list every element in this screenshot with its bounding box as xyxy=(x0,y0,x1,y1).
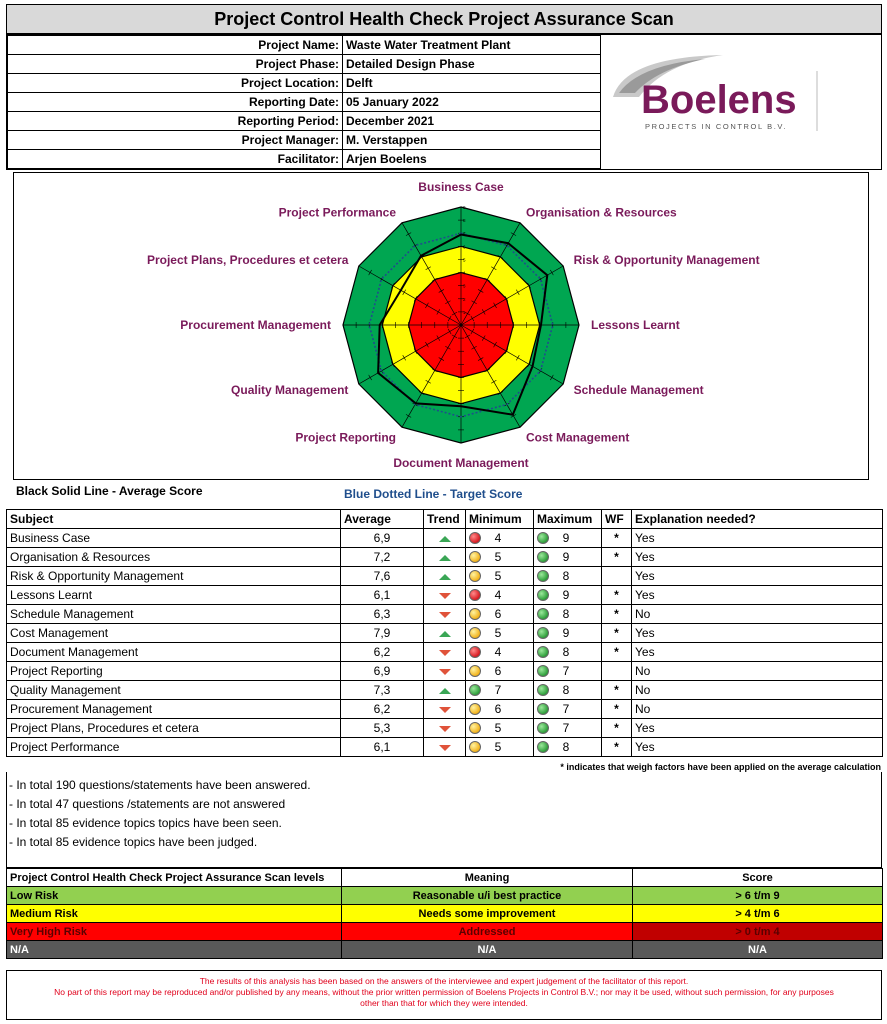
table-row xyxy=(7,719,883,738)
subject-cell: Project Plans, Procedures et cetera xyxy=(7,719,341,738)
radar-scale-label: 6 xyxy=(463,244,466,250)
logo-wordmark: Boelens xyxy=(641,78,797,122)
score-table xyxy=(6,509,883,757)
minimum-value: 6 xyxy=(494,607,502,622)
radar-axis-label: Project Reporting xyxy=(295,430,396,445)
explanation-cell: Yes xyxy=(632,529,883,548)
wf-cell: * xyxy=(602,738,632,757)
radar-axis-label: Project Plans, Procedures et cetera xyxy=(146,253,349,267)
minimum-cell xyxy=(466,700,534,719)
trend-cell xyxy=(424,605,466,624)
trend-up-icon xyxy=(439,536,451,542)
radar-axis-label: Quality Management xyxy=(231,383,349,397)
subject-cell: Business Case xyxy=(7,529,341,548)
legend-target: Blue Dotted Line - Target Score xyxy=(344,487,523,501)
average-cell: 7,9 xyxy=(341,624,424,643)
trend-cell xyxy=(424,586,466,605)
table-row xyxy=(7,624,883,643)
logo-tagline: PROJECTS IN CONTROL B.V. xyxy=(645,122,788,131)
status-green-icon xyxy=(469,684,481,696)
average-cell: 5,3 xyxy=(341,719,424,738)
status-green-icon xyxy=(537,532,549,544)
risk-level-row xyxy=(7,941,883,959)
average-cell: 6,2 xyxy=(341,700,424,719)
risk-level-score: > 4 t/m 6 xyxy=(633,905,883,923)
radar-chart-panel xyxy=(13,172,869,480)
maximum-cell xyxy=(534,681,602,700)
table-row xyxy=(7,605,883,624)
status-yellow-icon xyxy=(469,665,481,677)
table-row xyxy=(7,586,883,605)
project-info-row xyxy=(8,112,601,131)
risk-level-meaning: Addressed xyxy=(342,923,633,941)
average-cell: 6,3 xyxy=(341,605,424,624)
wf-cell: * xyxy=(602,605,632,624)
maximum-cell xyxy=(534,643,602,662)
radar-axis-label: Cost Management xyxy=(526,430,630,445)
footer-line-2: No part of this report may be reproduced and/or published by any means, without the prior written permission of Boelens Projects in Control B.V.; nor may it be used, without such permission, for any purposes xyxy=(54,987,834,997)
weigh-factor-note: * indicates that weigh factors have been applied on the average calculation xyxy=(560,762,881,772)
subject-cell: Document Management xyxy=(7,643,341,662)
minimum-value: 5 xyxy=(494,569,502,584)
maximum-value: 7 xyxy=(562,664,570,679)
report-title: Project Control Health Check Project Assurance Scan xyxy=(6,4,882,34)
status-yellow-icon xyxy=(469,741,481,753)
levels-column-header: Meaning xyxy=(342,869,633,887)
maximum-value: 9 xyxy=(562,531,570,546)
project-info-section xyxy=(6,34,882,170)
column-header: Average xyxy=(341,510,424,529)
trend-down-icon xyxy=(439,612,451,618)
trend-cell xyxy=(424,567,466,586)
table-row xyxy=(7,643,883,662)
explanation-cell: Yes xyxy=(632,586,883,605)
trend-up-icon xyxy=(439,555,451,561)
minimum-value: 5 xyxy=(494,721,502,736)
trend-cell xyxy=(424,719,466,738)
maximum-cell xyxy=(534,624,602,643)
trend-down-icon xyxy=(439,593,451,599)
minimum-value: 5 xyxy=(494,626,502,641)
wf-cell: * xyxy=(602,529,632,548)
footer-line-3: other than that for which they were intended. xyxy=(360,998,528,1008)
note-line: - In total 85 evidence topics topics have been seen. xyxy=(9,816,282,830)
table-row xyxy=(7,662,883,681)
radar-axis-label: Business Case xyxy=(418,180,504,194)
minimum-value: 4 xyxy=(494,645,502,660)
maximum-cell xyxy=(534,700,602,719)
radar-scale-label: 4 xyxy=(463,270,466,276)
explanation-cell: No xyxy=(632,681,883,700)
minimum-value: 5 xyxy=(494,550,502,565)
radar-scale-label: 3 xyxy=(463,283,466,289)
project-info-value: M. Verstappen xyxy=(343,131,601,150)
trend-cell xyxy=(424,548,466,567)
status-green-icon xyxy=(537,627,549,639)
project-info-value: Delft xyxy=(343,74,601,93)
trend-down-icon xyxy=(439,650,451,656)
project-info-table xyxy=(7,35,601,169)
status-green-icon xyxy=(537,722,549,734)
maximum-value: 7 xyxy=(562,702,570,717)
project-info-label: Project Name: xyxy=(8,36,343,55)
minimum-cell xyxy=(466,681,534,700)
radar-scale-label: 2 xyxy=(463,296,466,302)
project-info-label: Project Phase: xyxy=(8,55,343,74)
wf-cell: * xyxy=(602,700,632,719)
status-green-icon xyxy=(537,570,549,582)
column-header: Explanation needed? xyxy=(632,510,883,529)
maximum-value: 8 xyxy=(562,569,570,584)
wf-cell xyxy=(602,662,632,681)
status-green-icon xyxy=(537,703,549,715)
levels-column-header: Score xyxy=(633,869,883,887)
column-header: Subject xyxy=(7,510,341,529)
explanation-cell: Yes xyxy=(632,624,883,643)
risk-level-label: Very High Risk xyxy=(7,923,342,941)
trend-down-icon xyxy=(439,669,451,675)
wf-cell: * xyxy=(602,681,632,700)
radar-axis-label: Procurement Management xyxy=(180,318,331,332)
status-green-icon xyxy=(537,741,549,753)
risk-level-score: > 0 t/m 4 xyxy=(633,923,883,941)
subject-cell: Lessons Learnt xyxy=(7,586,341,605)
column-header: Maximum xyxy=(534,510,602,529)
project-info-row xyxy=(8,150,601,169)
note-line: - In total 190 questions/statements have been answered. xyxy=(9,778,311,792)
minimum-cell xyxy=(466,567,534,586)
average-cell: 7,3 xyxy=(341,681,424,700)
maximum-cell xyxy=(534,738,602,757)
explanation-cell: Yes xyxy=(632,719,883,738)
note-line: - In total 47 questions /statements are not answered xyxy=(9,797,286,811)
subject-cell: Cost Management xyxy=(7,624,341,643)
project-info-label: Reporting Date: xyxy=(8,93,343,112)
risk-level-row xyxy=(7,887,883,905)
legend-average: Black Solid Line - Average Score xyxy=(16,484,203,498)
maximum-cell xyxy=(534,605,602,624)
project-info-value: Waste Water Treatment Plant xyxy=(343,36,601,55)
subject-cell: Risk & Opportunity Management xyxy=(7,567,341,586)
status-red-icon xyxy=(469,646,481,658)
trend-down-icon xyxy=(439,707,451,713)
project-info-row xyxy=(8,93,601,112)
risk-levels-table xyxy=(6,868,883,959)
status-green-icon xyxy=(537,589,549,601)
maximum-value: 9 xyxy=(562,626,570,641)
trend-up-icon xyxy=(439,631,451,637)
risk-level-meaning: N/A xyxy=(342,941,633,959)
maximum-cell xyxy=(534,719,602,738)
maximum-value: 9 xyxy=(562,588,570,603)
explanation-cell: No xyxy=(632,605,883,624)
column-header: Trend xyxy=(424,510,466,529)
risk-level-row xyxy=(7,923,883,941)
wf-cell: * xyxy=(602,548,632,567)
wf-cell: * xyxy=(602,643,632,662)
average-cell: 6,1 xyxy=(341,738,424,757)
project-info-label: Project Location: xyxy=(8,74,343,93)
levels-header-row xyxy=(7,869,883,887)
trend-down-icon xyxy=(439,745,451,751)
maximum-cell xyxy=(534,529,602,548)
minimum-cell xyxy=(466,529,534,548)
maximum-value: 8 xyxy=(562,683,570,698)
radar-chart xyxy=(14,173,868,479)
radar-axis-label: Schedule Management xyxy=(573,383,704,397)
status-green-icon xyxy=(537,551,549,563)
note-line: - In total 85 evidence topics have been judged. xyxy=(9,835,258,849)
project-info-row xyxy=(8,74,601,93)
table-row xyxy=(7,738,883,757)
project-info-row xyxy=(8,36,601,55)
minimum-cell xyxy=(466,738,534,757)
minimum-cell xyxy=(466,624,534,643)
wf-cell: * xyxy=(602,586,632,605)
project-info-value: Detailed Design Phase xyxy=(343,55,601,74)
status-green-icon xyxy=(537,608,549,620)
wf-cell: * xyxy=(602,624,632,643)
status-yellow-icon xyxy=(469,551,481,563)
maximum-value: 7 xyxy=(562,721,570,736)
table-row xyxy=(7,681,883,700)
subject-cell: Project Reporting xyxy=(7,662,341,681)
risk-level-score: > 6 t/m 9 xyxy=(633,887,883,905)
wf-cell xyxy=(602,567,632,586)
radar-scale-label: 7 xyxy=(463,231,466,237)
radar-axis-label: Lessons Learnt xyxy=(591,318,680,332)
explanation-cell: Yes xyxy=(632,738,883,757)
explanation-cell: No xyxy=(632,700,883,719)
trend-cell xyxy=(424,681,466,700)
trend-cell xyxy=(424,738,466,757)
column-header: Minimum xyxy=(466,510,534,529)
average-cell: 7,2 xyxy=(341,548,424,567)
maximum-value: 8 xyxy=(562,645,570,660)
project-info-value: 05 January 2022 xyxy=(343,93,601,112)
levels-column-header: Project Control Health Check Project Assurance Scan levels xyxy=(7,869,342,887)
average-cell: 7,6 xyxy=(341,567,424,586)
status-red-icon xyxy=(469,532,481,544)
status-yellow-icon xyxy=(469,608,481,620)
maximum-value: 9 xyxy=(562,550,570,565)
risk-level-meaning: Needs some improvement xyxy=(342,905,633,923)
status-yellow-icon xyxy=(469,703,481,715)
average-cell: 6,9 xyxy=(341,529,424,548)
explanation-cell: Yes xyxy=(632,643,883,662)
average-cell: 6,2 xyxy=(341,643,424,662)
status-yellow-icon xyxy=(469,627,481,639)
project-info-row xyxy=(8,55,601,74)
boelens-logo xyxy=(605,49,825,134)
subject-cell: Project Performance xyxy=(7,738,341,757)
minimum-value: 5 xyxy=(494,740,502,755)
status-green-icon xyxy=(537,665,549,677)
minimum-cell xyxy=(466,586,534,605)
trend-up-icon xyxy=(439,688,451,694)
explanation-cell: Yes xyxy=(632,567,883,586)
project-info-value: December 2021 xyxy=(343,112,601,131)
risk-level-label: N/A xyxy=(7,941,342,959)
trend-cell xyxy=(424,529,466,548)
project-info-value: Arjen Boelens xyxy=(343,150,601,169)
minimum-value: 4 xyxy=(494,588,502,603)
maximum-cell xyxy=(534,586,602,605)
minimum-value: 4 xyxy=(494,531,502,546)
project-info-label: Project Manager: xyxy=(8,131,343,150)
trend-cell xyxy=(424,662,466,681)
risk-level-label: Low Risk xyxy=(7,887,342,905)
maximum-cell xyxy=(534,548,602,567)
risk-level-score: N/A xyxy=(633,941,883,959)
radar-scale-label: 5 xyxy=(463,257,466,263)
status-red-icon xyxy=(469,589,481,601)
minimum-cell xyxy=(466,605,534,624)
status-green-icon xyxy=(537,684,549,696)
project-info-label: Facilitator: xyxy=(8,150,343,169)
minimum-cell xyxy=(466,643,534,662)
radar-axis-label: Risk & Opportunity Management xyxy=(573,253,760,267)
footer-line-1: The results of this analysis has been based on the answers of the interviewee and expert judgement of the facilitator of this report. xyxy=(199,976,689,986)
table-row xyxy=(7,567,883,586)
minimum-cell xyxy=(466,719,534,738)
subject-cell: Schedule Management xyxy=(7,605,341,624)
wf-cell: * xyxy=(602,719,632,738)
radar-scale-label: 1 xyxy=(463,309,466,315)
table-row xyxy=(7,529,883,548)
radar-axis-label: Project Performance xyxy=(278,205,396,220)
risk-level-row xyxy=(7,905,883,923)
minimum-value: 7 xyxy=(494,683,502,698)
footer-disclaimer xyxy=(6,970,882,1020)
trend-cell xyxy=(424,643,466,662)
minimum-value: 6 xyxy=(494,664,502,679)
status-yellow-icon xyxy=(469,722,481,734)
radar-scale-label: 9 xyxy=(463,205,466,210)
risk-level-meaning: Reasonable u/i best practice xyxy=(342,887,633,905)
maximum-value: 8 xyxy=(562,740,570,755)
maximum-cell xyxy=(534,662,602,681)
trend-down-icon xyxy=(439,726,451,732)
column-header: WF xyxy=(602,510,632,529)
minimum-value: 6 xyxy=(494,702,502,717)
maximum-value: 8 xyxy=(562,607,570,622)
notes-section xyxy=(6,772,882,868)
radar-axis-label: Document Management xyxy=(393,456,529,470)
subject-cell: Organisation & Resources xyxy=(7,548,341,567)
status-yellow-icon xyxy=(469,570,481,582)
average-cell: 6,9 xyxy=(341,662,424,681)
project-info-label: Reporting Period: xyxy=(8,112,343,131)
maximum-cell xyxy=(534,567,602,586)
table-row xyxy=(7,548,883,567)
radar-axis-label: Organisation & Resources xyxy=(526,205,677,220)
radar-scale-label: 8 xyxy=(463,218,466,224)
minimum-cell xyxy=(466,662,534,681)
table-row xyxy=(7,700,883,719)
average-cell: 6,1 xyxy=(341,586,424,605)
trend-cell xyxy=(424,700,466,719)
subject-cell: Procurement Management xyxy=(7,700,341,719)
project-info-row xyxy=(8,131,601,150)
explanation-cell: No xyxy=(632,662,883,681)
subject-cell: Quality Management xyxy=(7,681,341,700)
minimum-cell xyxy=(466,548,534,567)
status-green-icon xyxy=(537,646,549,658)
risk-level-label: Medium Risk xyxy=(7,905,342,923)
trend-up-icon xyxy=(439,574,451,580)
trend-cell xyxy=(424,624,466,643)
explanation-cell: Yes xyxy=(632,548,883,567)
score-table-header xyxy=(7,510,883,529)
